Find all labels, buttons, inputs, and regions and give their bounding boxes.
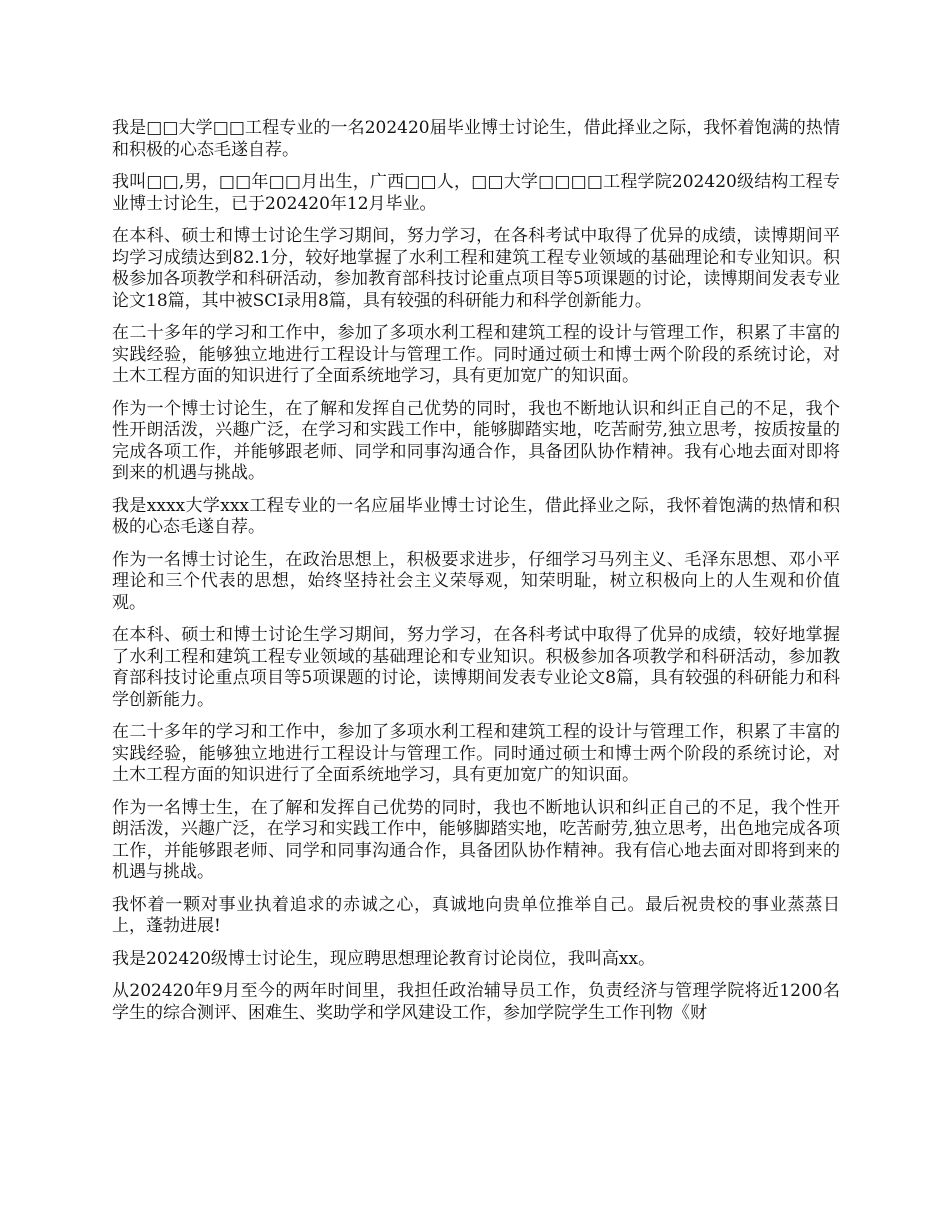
paragraph-1: 我是□□大学□□工程专业的一名202420届毕业博士讨论生，借此择业之际，我怀着饱满的热情和积极的心态毛遂自荐。 — [112, 118, 840, 160]
paragraph-7: 作为一名博士讨论生，在政治思想上，积极要求进步，仔细学习马列主义、毛泽东思想、邓小平理论和三个代表的思想，始终坚持社会主义荣辱观，知荣明耻，树立积极向上的人生观和价值观。 — [112, 549, 840, 613]
document-body — [112, 118, 840, 1035]
paragraph-3: 在本科、硕士和博士讨论生学习期间，努力学习，在各科考试中取得了优异的成绩，读博期间平均学习成绩达到82.1分，较好地掌握了水利工程和建筑工程专业领域的基础理论和专业知识。积极参加各项教学和科研活动，参加教育部科技讨论重点项目等5项课题的讨论，读博期间发表专业论文18篇，其中被SCI录用8篇，具有较强的科研能力和科学创新能力。 — [112, 226, 840, 311]
paragraph-2: 我叫□□,男，□□年□□月出生，广西□□人，□□大学□□□□工程学院202420级结构工程专业博士讨论生，已于202420年12月毕业。 — [112, 172, 840, 214]
paragraph-10: 作为一名博士生，在了解和发挥自己优势的同时，我也不断地认识和纠正自己的不足，我个性开朗活泼，兴趣广泛，在学习和实践工作中，能够脚踏实地，吃苦耐劳,独立思考，出色地完成各项工作，并能够跟老师、同学和同事沟通合作，具备团队协作精神。我有信心地去面对即将到来的机遇与挑战。 — [112, 797, 840, 882]
paragraph-6: 我是xxxx大学xxx工程专业的一名应届毕业博士讨论生，借此择业之际，我怀着饱满的热情和积极的心态毛遂自荐。 — [112, 495, 840, 537]
paragraph-5: 作为一个博士讨论生，在了解和发挥自己优势的同时，我也不断地认识和纠正自己的不足，我个性开朗活泼，兴趣广泛，在学习和实践工作中，能够脚踏实地，吃苦耐劳,独立思考，按质按量的完成各项工作，并能够跟老师、同学和同事沟通合作，具备团队协作精神。我有心地去面对即将到来的机遇与挑战。 — [112, 398, 840, 483]
paragraph-11: 我怀着一颗对事业执着追求的赤诚之心，真诚地向贵单位推举自己。最后祝贵校的事业蒸蒸日上，蓬勃进展! — [112, 894, 840, 936]
paragraph-4: 在二十多年的学习和工作中，参加了多项水利工程和建筑工程的设计与管理工作，积累了丰富的实践经验，能够独立地进行工程设计与管理工作。同时通过硕士和博士两个阶段的系统讨论，对土木工程方面的知识进行了全面系统地学习，具有更加宽广的知识面。 — [112, 323, 840, 386]
paragraph-8: 在本科、硕士和博士讨论生学习期间，努力学习，在各科考试中取得了优异的成绩，较好地掌握了水利工程和建筑工程专业领域的基础理论和专业知识。积极参加各项教学和科研活动，参加教育部科技讨论重点项目等5项课题的讨论，读博期间发表专业论文8篇，具有较强的科研能力和科学创新能力。 — [112, 625, 840, 710]
paragraph-13: 从202420年9月至今的两年时间里，我担任政治辅导员工作，负责经济与管理学院将近1200名学生的综合测评、困难生、奖助学和学风建设工作，参加学院学生工作刊物《财 — [112, 981, 840, 1023]
paragraph-9: 在二十多年的学习和工作中，参加了多项水利工程和建筑工程的设计与管理工作，积累了丰富的实践经验，能够独立地进行工程设计与管理工作。同时通过硕士和博士两个阶段的系统讨论，对土木工程方面的知识进行了全面系统地学习，具有更加宽广的知识面。 — [112, 722, 840, 785]
paragraph-12: 我是202420级博士讨论生，现应聘思想理论教育讨论岗位，我叫高xx。 — [112, 948, 656, 969]
